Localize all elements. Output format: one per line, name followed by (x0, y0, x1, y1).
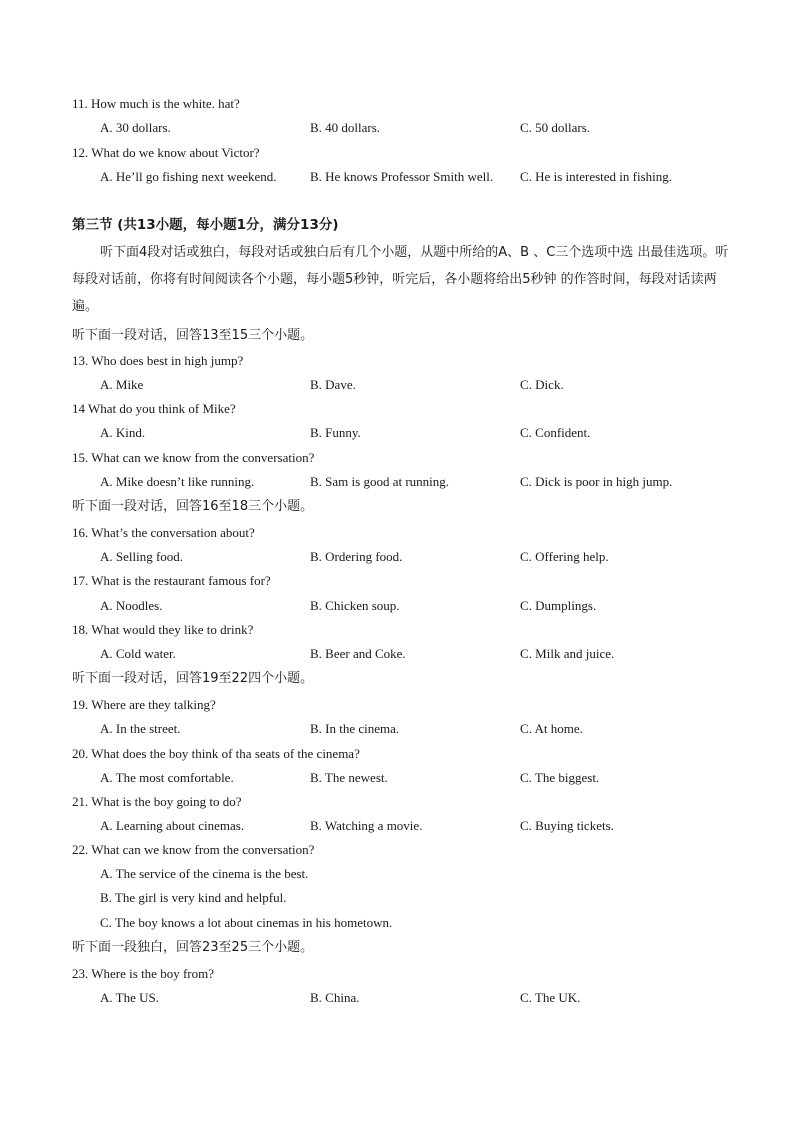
q22-option-b: B. The girl is very kind and helpful. (100, 890, 287, 905)
q14-option-b: B. Funny. (310, 425, 361, 440)
monologue-4-heading: 听下面一段独白，回答23至25三个小题。 (72, 940, 314, 955)
q22-option-a: A. The service of the cinema is the best. (100, 866, 309, 881)
q18-option-b: B. Beer and Coke. (310, 646, 406, 661)
q22-option-c: C. The boy knows a lot about cinemas in his hometown. (100, 915, 393, 930)
q15-option-a: A. Mike doesn’t like running. (100, 474, 255, 489)
q21-option-b: B. Watching a movie. (310, 818, 423, 833)
q16-option-a: A. Selling food. (100, 549, 184, 564)
q16-option-b: B. Ordering food. (310, 549, 403, 564)
q19-option-b: B. In the cinema. (310, 721, 400, 736)
q23-option-c: C. The UK. (520, 990, 581, 1005)
q21-option-c: C. Buying tickets. (520, 818, 614, 833)
q13-option-c: C. Dick. (520, 377, 564, 392)
q14-option-a: A. Kind. (100, 425, 146, 440)
q13-option-a: A. Mike (100, 377, 144, 392)
dialogue-3-heading: 听下面一段对话，回答19至22四个小题。 (72, 671, 314, 686)
question-13: 13. Who does best in high jump? (72, 353, 244, 368)
q19-option-c: C. At home. (520, 721, 583, 736)
question-18: 18. What would they like to drink? (72, 622, 254, 637)
section-3-instruction: 听下面4段对话或独白，每段对话或独白后有几个小题，从题中所给的A、B 、C三个选项中选 出最佳选项。听每段对话前，你将有时间阅读各个小题，每小题5秒钟，听完后，各小题将给出5秒钟 的作答时间，每段对话读两遍。 (72, 245, 729, 314)
q20-option-b: B. The newest. (310, 770, 388, 785)
q16-option-c: C. Offering help. (520, 549, 609, 564)
question-20: 20. What does the boy think of tha seats of the cinema? (72, 746, 360, 761)
question-23: 23. Where is the boy from? (72, 966, 214, 981)
q11-option-a: A. 30 dollars. (100, 120, 171, 135)
question-19: 19. Where are they talking? (72, 697, 216, 712)
q23-option-a: A. The US. (100, 990, 159, 1005)
question-16: 16. What’s the conversation about? (72, 525, 255, 540)
dialogue-2-heading: 听下面一段对话，回答16至18三个小题。 (72, 499, 314, 514)
q13-option-b: B. Dave. (310, 377, 356, 392)
q15-option-c: C. Dick is poor in high jump. (520, 474, 673, 489)
dialogue-1-heading: 听下面一段对话，回答13至15三个小题。 (72, 328, 314, 343)
q17-option-b: B. Chicken soup. (310, 598, 400, 613)
q23-option-b: B. China. (310, 990, 360, 1005)
q17-option-a: A. Noodles. (100, 598, 163, 613)
q12-option-c: C. He is interested in fishing. (520, 169, 673, 184)
question-15: 15. What can we know from the conversation? (72, 450, 315, 465)
question-22: 22. What can we know from the conversation? (72, 842, 315, 857)
question-21: 21. What is the boy going to do? (72, 794, 242, 809)
q18-option-c: C. Milk and juice. (520, 646, 615, 661)
q12-option-b: B. He knows Professor Smith well. (310, 169, 494, 184)
q11-option-b: B. 40 dollars. (310, 120, 381, 135)
q20-option-c: C. The biggest. (520, 770, 600, 785)
q19-option-a: A. In the street. (100, 721, 181, 736)
q15-option-b: B. Sam is good at running. (310, 474, 450, 489)
q12-option-a: A. He’ll go fishing next weekend. (100, 169, 277, 184)
q11-option-c: C. 50 dollars. (520, 120, 591, 135)
q21-option-a: A. Learning about cinemas. (100, 818, 245, 833)
section-3-title: 第三节 (共13小题，每小题1分，满分13分) (72, 217, 339, 233)
q20-option-a: A. The most comfortable. (100, 770, 234, 785)
q14-option-c: C. Confident. (520, 425, 591, 440)
q18-option-a: A. Cold water. (100, 646, 176, 661)
question-14: 14 What do you think of Mike? (72, 401, 236, 416)
question-12: 12. What do we know about Victor? (72, 145, 260, 160)
question-11: 11. How much is the white. hat? (72, 96, 240, 111)
question-17: 17. What is the restaurant famous for? (72, 573, 271, 588)
q17-option-c: C. Dumplings. (520, 598, 597, 613)
